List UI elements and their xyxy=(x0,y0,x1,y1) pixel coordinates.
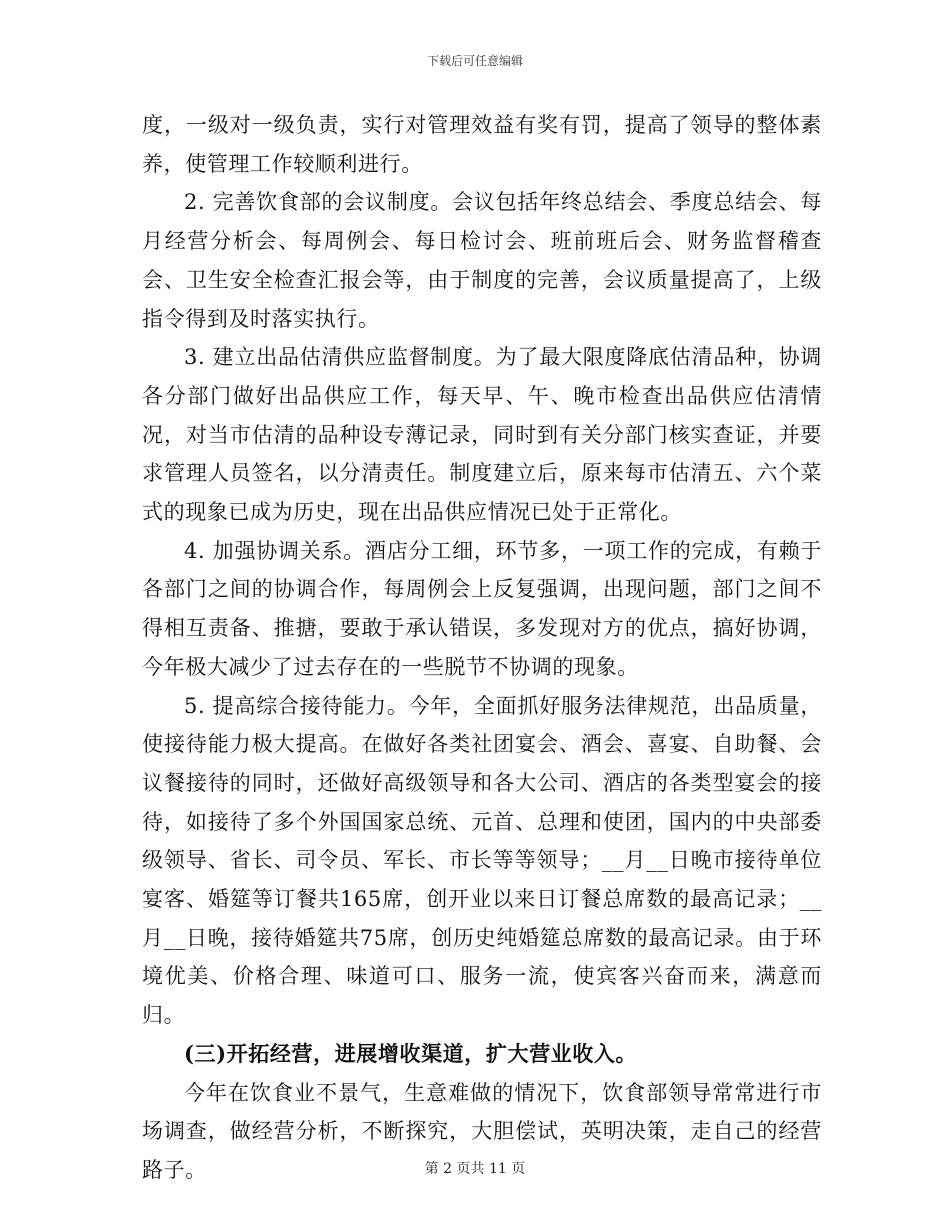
section-heading: (三)开拓经营，进展增收渠道，扩大营业收入。 xyxy=(184,1040,638,1066)
paragraph-closing: 今年在饮食业不景气，生意难做的情况下，饮食部领导常常进行市场调查，做经营分析，不断探究，大胆偿试，英明决策，走自己的经营路子。 xyxy=(142,1080,822,1182)
paragraph-meeting-system: 2. 完善饮食部的会议制度。会议包括年终总结会、季度总结会、每月经营分析会、每周例会、每日检讨会、班前班后会、财务监督稽查会、卫生安全检查汇报会等，由于制度的完善，会议质量提高了，上级指令得到及时落实执行。 xyxy=(142,190,822,331)
paragraph-continued: 度，一级对一级负责，实行对管理效益有奖有罚，提高了领导的整体素养，使管理工作较顺利进行。 xyxy=(142,113,822,176)
paragraph-supply-supervision: 3. 建立出品估清供应监督制度。为了最大限度降底估清品种，协调各分部门做好出品供应工作，每天早、午、晚市检查出品供应估清情况，对当市估清的品种设专薄记录，同时到有关分部门核实查证，并要求管理人员签名，以分清责任。制度建立后，原来每市估清五、六个菜式的现象已成为历史，现在出品供应情况已处于正常化。 xyxy=(142,345,822,525)
document-body xyxy=(142,106,822,1190)
paragraph-coordination: 4. 加强协调关系。酒店分工细，环节多，一项工作的完成，有赖于各部门之间的协调合作，每周例会上反复强调，出现问题，部门之间不得相互责备、推搪，要敢于承认错误，多发现对方的优点，搞好协调，今年极大减少了过去存在的一些脱节不协调的现象。 xyxy=(142,538,822,679)
paragraph-reception-capacity: 5. 提高综合接待能力。今年，全面抓好服务法律规范，出品质量，使接待能力极大提高。在做好各类社团宴会、酒会、喜宴、自助餐、会议餐接待的同时，还做好高级领导和各大公司、酒店的各类型宴会的接待，如接待了多个外国国家总统、元首、总理和使团，国内的中央部委级领导、省长、司令员、军长、市长等等领导；__月__日晚市接待单位宴客、婚筵等订餐共165席，创开业以来日订餐总席数的最高记录；__月__日晚，接待婚筵共75席，创历史纯婚筵总席数的最高记录。由于环境优美、价格合理、味道可口、服务一流，使宾客兴奋而来，满意而归。 xyxy=(142,693,822,1028)
page-header: 下载后可任意编辑 xyxy=(426,54,523,68)
page-footer: 第 2 页共 11 页 xyxy=(424,1161,526,1177)
